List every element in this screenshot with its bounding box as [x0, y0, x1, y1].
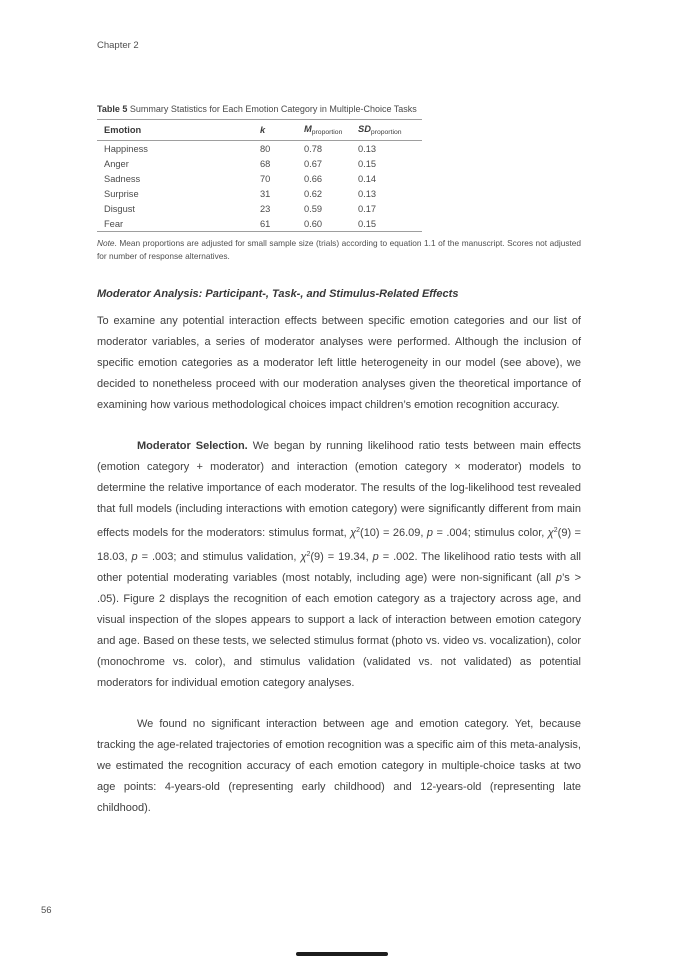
table-row: [97, 171, 422, 186]
page-number: 56: [41, 905, 52, 916]
chapter-label: Chapter 2: [97, 40, 139, 51]
cell-k: 31: [260, 188, 271, 199]
table-caption: Table 5 Summary Statistics for Each Emotion Category in Multiple-Choice Tasks: [97, 104, 417, 114]
table-row: [97, 156, 422, 171]
home-indicator[interactable]: [296, 952, 388, 956]
cell-m: 0.67: [304, 158, 323, 169]
cell-m: 0.62: [304, 188, 323, 199]
cell-sd: 0.15: [358, 158, 377, 169]
col-header-m-proportion: $M_{proportion}$: [304, 120, 358, 141]
cell-emotion: Happiness: [104, 143, 148, 154]
cell-m: 0.59: [304, 203, 323, 214]
cell-k: 23: [260, 203, 271, 214]
cell-k: 68: [260, 158, 271, 169]
col-header-sd-proportion: $SD_{proportion}$: [358, 120, 422, 141]
table-row: [97, 201, 422, 216]
cell-m: 0.78: [304, 143, 323, 154]
section-heading: Moderator Analysis: Participant-, Task-, and Stimulus-Related Effects: [97, 288, 459, 300]
cell-emotion: Fear: [97, 216, 260, 232]
col-header-k: k: [260, 120, 304, 141]
paragraph-moderator-selection: Moderator Selection. We began by running likelihood ratio tests between main effects (emotion category + moderator) and interaction (emotion category × moderator) models to determine the relative importance of each moderator. The results of the log-likelihood test revealed that full models (including interactions with emotion category) were significantly different from main effects models for the moderators: stimulus format, $\chi^2(10) = 26.09$, p = .004; stimulus color, $\chi^2(9) = 18.03$, p = .003; and stimulus validation, $\chi^2(9) = 19.34$, p = .002. The likelihood ratio tests with all other potential moderating variables (most notably, including age) were non-significant (all p’s > .05). Figure 2 displays the recognition of each emotion category as a trajectory across age, and visual inspection of the slopes appears to support a lack of interaction between emotion category and age. Based on these tests, we selected stimulus format (photo vs. video vs. vocalization), color (monochrome vs. color), and stimulus validation (validated vs. not validated) as potential moderators for individual emotion category analyses.: [97, 440, 582, 689]
col-header-emotion: Emotion: [97, 120, 260, 141]
cell-sd: 0.14: [358, 173, 377, 184]
cell-sd: 0.13: [358, 143, 377, 154]
summary-statistics-table: [97, 119, 422, 232]
cell-k: 80: [260, 143, 271, 154]
table-row: [97, 141, 422, 157]
cell-sd: 0.13: [358, 188, 377, 199]
cell-emotion: Sadness: [104, 173, 141, 184]
paragraph-moderator-analysis: To examine any potential interaction effects between specific emotion categories and our list of moderator variables, a series of moderator analyses were performed. Although the inclusion of specific emotion categories as a moderator left little heterogeneity in our model (see above), we decided to nonetheless proceed with our moderation analyses given the theoretical importance of examining how various methodological choices impact children’s emotion recognition accuracy.: [97, 315, 581, 411]
cell-k: 70: [260, 173, 271, 184]
table-row: [97, 216, 422, 232]
cell-emotion: Surprise: [104, 188, 139, 199]
cell-sd: 0.17: [358, 203, 377, 214]
table-row: [97, 186, 422, 201]
table-header-row: [97, 120, 422, 141]
paragraph-age-interaction: We found no significant interaction between age and emotion category. Yet, because tracking the age-related trajectories of emotion recognition was a specific aim of this meta-analysis, we estimated the recognition accuracy of each emotion category in multiple-choice tasks at two age points: 4-years-old (representing early childhood) and 12-years-old (representing late childhood).: [97, 718, 581, 814]
cell-m: 0.60: [304, 216, 358, 232]
cell-emotion: Disgust: [104, 203, 136, 214]
cell-emotion: Anger: [104, 158, 129, 169]
table-note: Note. Mean proportions are adjusted for small sample size (trials) according to equation 1.1 of the manuscript. Scores not adjusted for number of response alternatives.: [97, 238, 581, 261]
cell-sd: 0.15: [358, 216, 422, 232]
cell-m: 0.66: [304, 173, 323, 184]
page-content: [97, 104, 581, 819]
cell-k: 61: [260, 216, 304, 232]
